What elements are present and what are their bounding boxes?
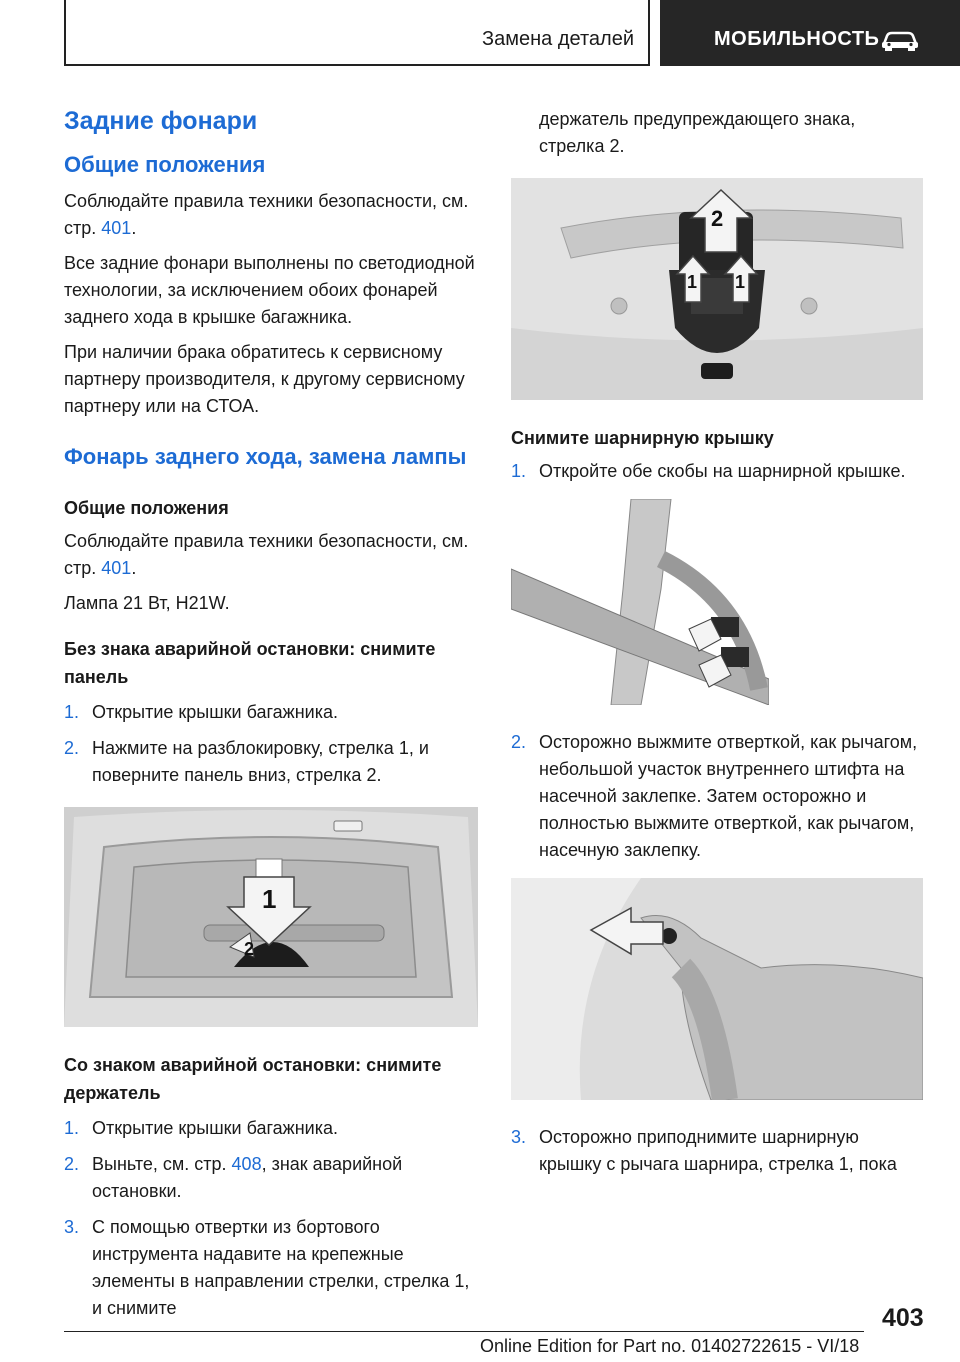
page-link-401-2[interactable]: 401 xyxy=(101,558,132,578)
header-section-box xyxy=(64,0,650,66)
left-column xyxy=(64,96,478,1331)
hinge-clips-illustration xyxy=(511,499,769,705)
arrow-label-1: 1 xyxy=(262,884,277,914)
arrow-label-2: 2 xyxy=(244,939,255,959)
led-paragraph: Все задние фонари выполнены по светодиодной технологии, за исключением обоих фонарей заднего хода в крышке багажника. xyxy=(64,253,475,327)
header-chapter-box xyxy=(660,0,960,66)
arrow-label-2: 2 xyxy=(711,206,724,231)
arrow-label-1a: 1 xyxy=(687,272,698,292)
section-title: Задние фонари xyxy=(64,107,258,135)
hinge-steps-1 xyxy=(511,458,923,485)
arrow-label-1b: 1 xyxy=(735,272,746,292)
list-item: 3. С помощью отвертки из бортового инструмента надавите на крепежные элементы в направлении стрелки, стрелка 1, и снимите xyxy=(64,1217,470,1318)
list-item: 1. Открытие крышки багажника. xyxy=(64,1118,338,1138)
list-item: 1. Откройте обе скобы на шарнирной крышке. xyxy=(511,461,906,481)
header-chapter-title: МОБИЛЬНОСТЬ xyxy=(714,28,880,50)
steps-list-b xyxy=(64,1115,478,1322)
warning-triangle-holder-illustration xyxy=(511,178,923,400)
safety-paragraph: Соблюдайте правила техники безопасности, см. стр. 401. xyxy=(64,191,469,238)
no-triangle-heading: Без знака аварийной остановки: снимите панель xyxy=(64,639,436,687)
header-section-title: Замена деталей xyxy=(482,28,634,50)
general-subheading: Общие положения xyxy=(64,498,229,518)
continued-paragraph: держатель предупреждающего знака, стрелка 2. xyxy=(539,109,856,156)
hinge-cover-heading: Снимите шарнирную крышку xyxy=(511,428,774,448)
list-item: 1. Открытие крышки багажника. xyxy=(64,702,338,722)
car-icon xyxy=(880,28,920,52)
service-paragraph: При наличии брака обратитесь к сервисному партнеру производителя, к другому сервисному партнеру или на СТОА. xyxy=(64,342,465,416)
list-item: 3. Осторожно приподнимите шарнирную крышку с рычага шарнира, стрелка 1, пока xyxy=(511,1127,897,1174)
right-column xyxy=(511,106,923,1187)
page-number: 403 xyxy=(882,1304,924,1332)
trunk-panel-illustration xyxy=(64,807,478,1027)
rivet-illustration xyxy=(511,878,923,1100)
general-heading: Общие положения xyxy=(64,152,266,177)
page-link-401[interactable]: 401 xyxy=(101,218,132,238)
page-link-408[interactable]: 408 xyxy=(231,1154,262,1174)
lamp-paragraph: Лампа 21 Вт, H21W. xyxy=(64,593,230,613)
list-item: 2. Нажмите на разблокировку, стрелка 1, и поверните панель вниз, стрелка 2. xyxy=(64,738,429,785)
reverse-light-heading: Фонарь заднего хода, замена лампы xyxy=(64,444,467,469)
footer-edition: Online Edition for Part no. 01402722615 - VI/18 xyxy=(480,1336,860,1356)
hinge-steps-2 xyxy=(511,729,923,864)
list-item: 2. Выньте, см. стр. 408, знак аварийной остановки. xyxy=(64,1154,403,1201)
list-item: 2. Осторожно выжмите отверткой, как рычагом, небольшой участок внутреннего штифта на насечной заклепке. Затем осторожно и полностью выжмите отверткой, как рычагом, насечную заклепку. xyxy=(511,732,918,860)
hinge-steps-3 xyxy=(511,1124,923,1178)
with-triangle-heading: Со знаком аварийной остановки: снимите держатель xyxy=(64,1055,442,1103)
safety-paragraph-2: Соблюдайте правила техники безопасности, см. стр. 401. xyxy=(64,531,469,578)
steps-list-a xyxy=(64,699,478,789)
footer-divider xyxy=(64,1331,864,1332)
